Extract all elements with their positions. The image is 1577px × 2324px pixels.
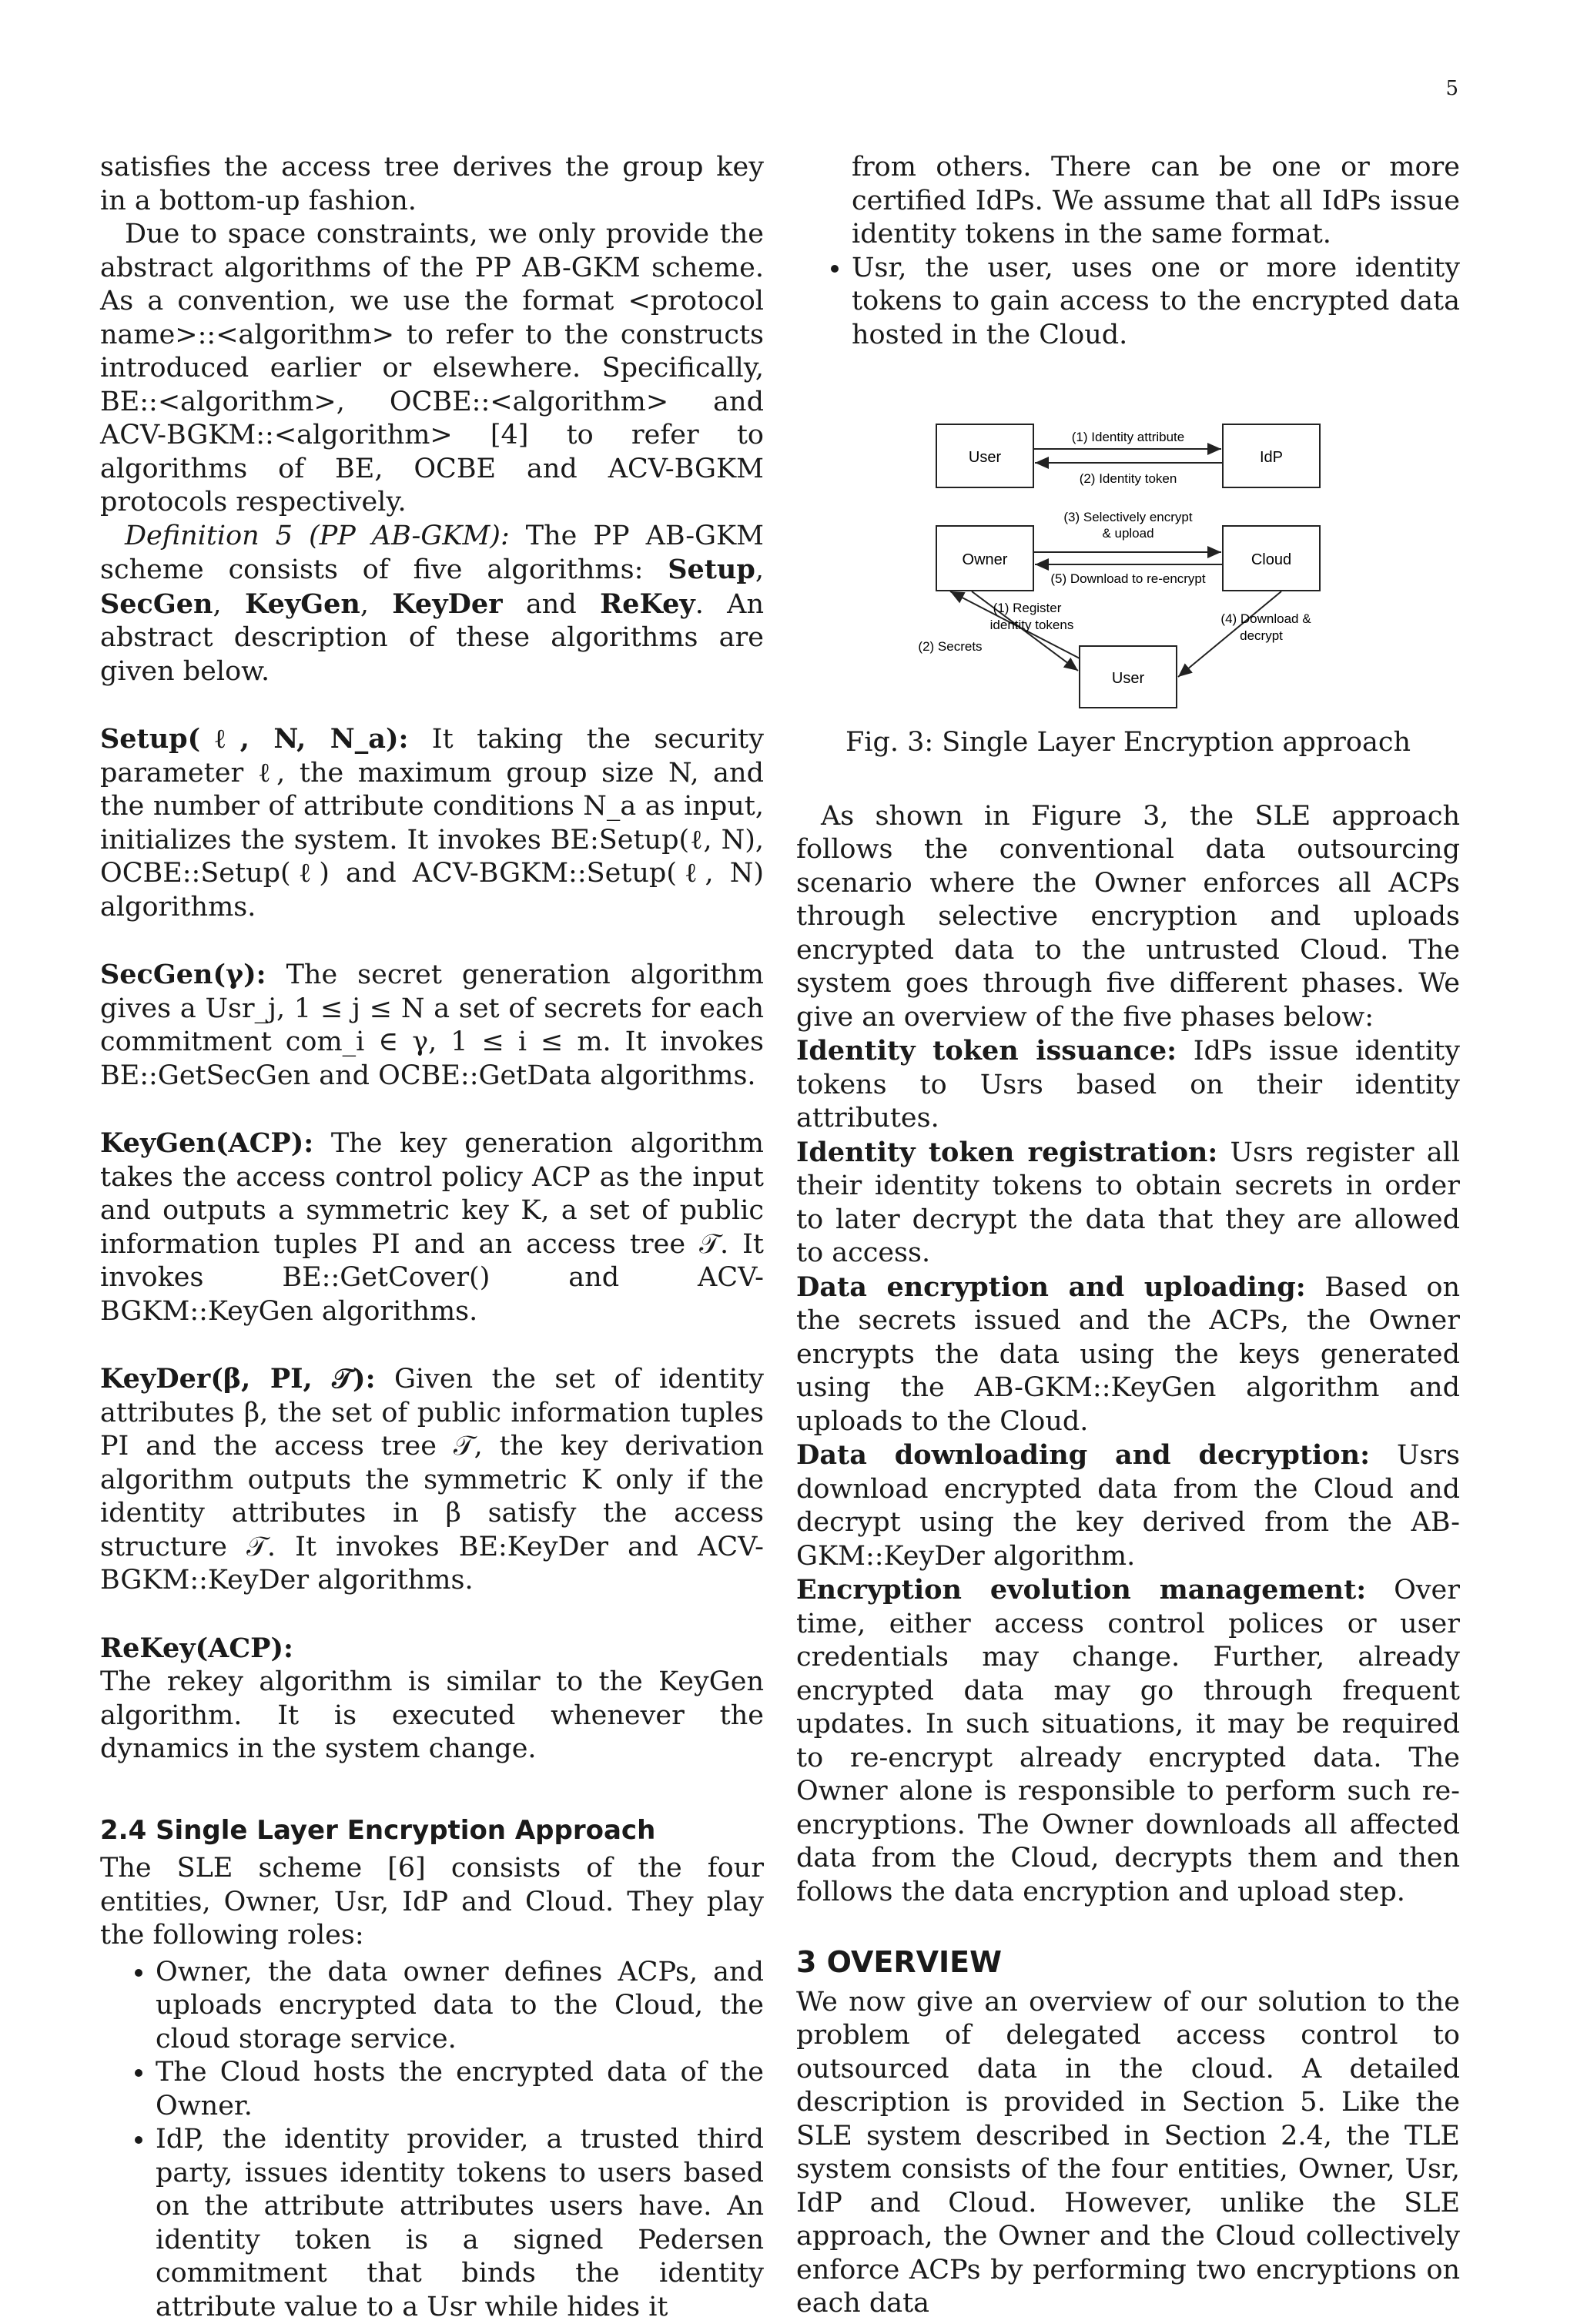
list-item: • The Cloud hosts the encrypted data of the Owner. [156, 2056, 764, 2123]
cloud-label: Cloud [1251, 551, 1291, 568]
label-identity-token: (2) Identity token [1080, 471, 1177, 486]
keygen-description: KeyGen(ACP): The key generation algorithm takes the access control policy ACP as the input and outputs a symmetric key K, a set of public information tuples PI and an access tree 𝒯. It invokes BE::GetCover() and ACV-BGKM::KeyGen algorithms. [100, 1127, 764, 1328]
sle-overview-paragraph: As shown in Figure 3, the SLE approach follows the conventional data outsourcing scenario where the Owner enforces all ACPs through selective encryption and uploads encrypted data to the untrusted Cloud. The system goes through five different phases. We give an overview of the five phases below: [796, 800, 1460, 1035]
label-register: (1) Register [993, 601, 1062, 615]
phase-data-encryption: Data encryption and uploading: Based on the secrets issued and the ACPs, the Owner encrypts the data using the keys generated using the AB-GKM::KeyGen algorithm and uploads to the Cloud. [796, 1271, 1460, 1439]
rekey-heading-line [100, 1632, 764, 1666]
phase-identity-token-issuance: Identity token issuance: IdPs issue identity tokens to Usrs based on their identity attributes. [796, 1034, 1460, 1136]
list-item: • IdP, the identity provider, a trusted third party, issues identity tokens to users based on the attribute attributes users have. An identity token is a signed Pedersen commitment that binds the identity attribute value to a Usr while hides it [156, 2123, 764, 2324]
idp-label: IdP [1260, 449, 1283, 466]
rekey-heading: ReKey(ACP): [100, 1632, 293, 1664]
sle-diagram [796, 392, 1460, 715]
sle-phases-section [796, 800, 1460, 2321]
definition-label: Definition 5 (PP AB-GKM): [125, 521, 510, 551]
list-item: • Owner, the data owner defines ACPs, and uploads encrypted data to the Cloud, the cloud storage service. [156, 1956, 764, 2057]
label-upload: & upload [1102, 526, 1153, 541]
entity-list-usr [796, 252, 1460, 353]
setup-description: Setup(ℓ, N, N_a): It taking the security parameter ℓ, the maximum group size N, and the number of attribute conditions N_a as input, initializes the system. It invokes BE:Setup(ℓ, N), OCBE::Setup(ℓ) and ACV-BGKM::Setup(ℓ, N) algorithms. [100, 722, 764, 924]
keyder-heading: KeyDer(β, PI, 𝒯): [100, 1363, 376, 1395]
algorithm-keyder: KeyDer [392, 588, 502, 620]
keyder-description: KeyDer(β, PI, 𝒯): Given the set of identity attributes β, the set of public information tuples PI and the access tree 𝒯, the key derivation algorithm outputs the symmetric K only if the identity attributes in β satisfy the access structure 𝒯. It invokes BE:KeyDer and ACV-BGKM::KeyDer algorithms. [100, 1362, 764, 1598]
algorithm-setup: Setup [668, 554, 755, 585]
secgen-description: SecGen(γ): The secret generation algorithm gives a Usr_j, 1 ≤ j ≤ N a set of secrets for each commitment com_i ∈ γ, 1 ≤ i ≤ m. It invokes BE::GetSecGen and OCBE::GetData algorithms. [100, 958, 764, 1093]
secgen-heading: SecGen(γ): [100, 959, 266, 990]
phase-identity-token-registration: Identity token registration: Usrs register all their identity tokens to obtain secrets in order to later decrypt the data that they are allowed to access. [796, 1136, 1460, 1271]
overview-paragraph: We now give an overview of our solution to the problem of delegated access control to outsourced data in the cloud. A detailed description is provided in Section 5. Like the SLE system described in Section 2.4, the TLE system consists of the four entities, Owner, Usr, IdP and Cloud. However, unlike the SLE approach, the Owner and the Cloud collectively enforce ACPs by performing two encryptions on each data [796, 1986, 1460, 2321]
label-identity-attribute: (1) Identity attribute [1072, 430, 1184, 444]
algorithm-rekey: ReKey [600, 588, 695, 620]
user-top-label: User [969, 449, 1002, 466]
right-column [796, 151, 1460, 2321]
setup-heading: Setup(ℓ, N, N_a): [100, 723, 408, 755]
definition-5: Definition 5 (PP AB-GKM): The PP AB-GKM scheme consists of five algorithms: Setup, SecGen, KeyGen, KeyDer and ReKey. An abstract description of these algorithms are given below. [100, 520, 764, 689]
label-selectively-encrypt: (3) Selectively encrypt [1063, 510, 1193, 524]
figure-caption: Fig. 3: Single Layer Encryption approach [796, 726, 1460, 760]
list-item-continued: from others. There can be one or more certified IdPs. We assume that all IdPs issue identity tokens in the same format. [852, 151, 1460, 252]
page-number: 5 [1445, 77, 1458, 100]
algorithm-secgen: SecGen [100, 588, 213, 620]
sle-intro: The SLE scheme [6] consists of the four entities, Owner, Usr, IdP and Cloud. They play the following roles: [100, 1852, 764, 1953]
label-identity-tokens: identity tokens [990, 618, 1074, 632]
paragraph-abstract-algorithms: Due to space constraints, we only provide the abstract algorithms of the PP AB-GKM scheme. As a convention, we use the format <protocol name>::<algorithm> to refer to the constructs introduced earlier or elsewhere. Specifically, BE::<algorithm>, OCBE::<algorithm> and ACV-BGKM::<algorithm> [4] to refer to algorithms of BE, OCBE and ACV-BGKM protocols respectively. [100, 218, 764, 520]
left-column [100, 151, 764, 2324]
paragraph-continuation: satisfies the access tree derives the group key in a bottom-up fashion. [100, 151, 764, 218]
list-item: • Usr, the user, uses one or more identity tokens to gain access to the encrypted data hosted in the Cloud. [852, 252, 1460, 353]
section-heading-2-4: 2.4 Single Layer Encryption Approach [100, 1814, 764, 1848]
phase-data-download: Data downloading and decryption: Usrs download encrypted data from the Cloud and decrypt using the key derived from the AB-GKM::KeyDer algorithm. [796, 1438, 1460, 1573]
label-decrypt: decrypt [1240, 628, 1283, 643]
label-download: (4) Download & [1220, 611, 1311, 626]
figure-3 [796, 392, 1460, 715]
entity-list [100, 1956, 764, 2324]
algorithm-keygen: KeyGen [245, 588, 360, 620]
keygen-heading: KeyGen(ACP): [100, 1127, 313, 1159]
label-secrets: (2) Secrets [918, 639, 982, 654]
section-heading-3: 3 OVERVIEW [796, 1946, 1460, 1980]
label-download-reencrypt: (5) Download to re-encrypt [1050, 571, 1206, 586]
rekey-description: The rekey algorithm is similar to the KeyGen algorithm. It is executed whenever the dynamics in the system change. [100, 1666, 764, 1766]
entity-list-continued [796, 151, 1460, 252]
phase-encryption-evolution: Encryption evolution management: Over time, either access control polices or user credentials may change. Further, already encrypted data may go through frequent updates. In such situations, it may be required to re-encrypt already encrypted data. The Owner alone is responsible to perform such re-encryptions. The Owner downloads all affected data from the Cloud, decrypts them and then follows the data encryption and upload step. [796, 1573, 1460, 1909]
owner-label: Owner [963, 551, 1008, 568]
user-bottom-label: User [1112, 670, 1145, 687]
